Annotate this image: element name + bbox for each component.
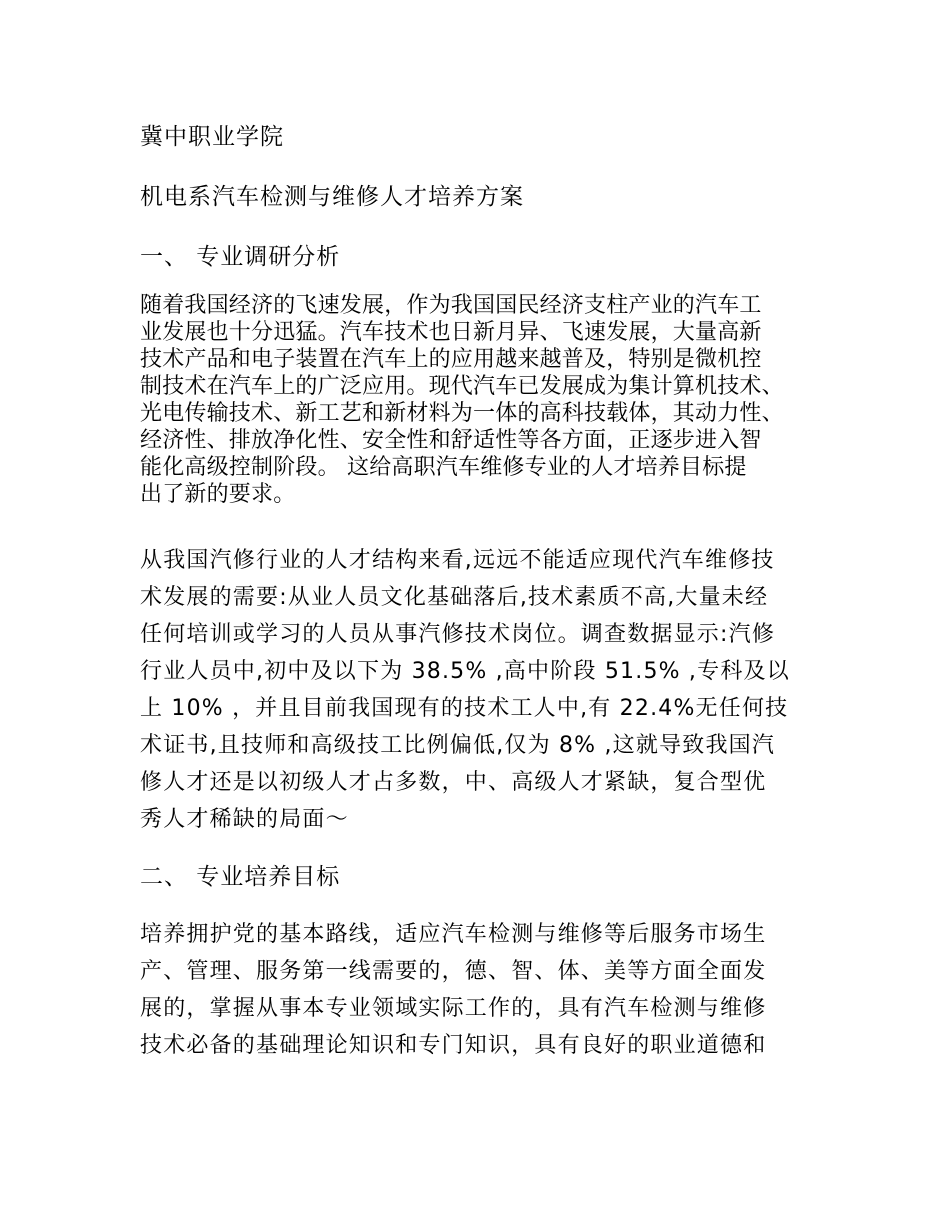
paragraph-line: 展的，掌握从事本专业领域实际工作的，具有汽车检测与维修 xyxy=(140,996,767,1021)
paragraph-line: 行业人员中,初中及以下为 38.5% ,高中阶段 51.5% ,专科及以 xyxy=(140,659,790,684)
paragraph-line: 随着我国经济的飞速发展，作为我国国民经济支柱产业的汽车工 xyxy=(140,293,762,318)
paragraph-line: 从我国汽修行业的人才结构来看,远远不能适应现代汽车维修技 xyxy=(140,548,775,573)
paragraph-line: 业发展也十分迅猛。汽车技术也日新月异、飞速发展，大量高新 xyxy=(140,320,762,345)
paragraph-line: 术发展的需要:从业人员文化基础落后,技术素质不高,大量未经 xyxy=(140,585,769,610)
paragraph-line: 上 10% ，并且目前我国现有的技术工人中,有 22.4%无任何技 xyxy=(140,696,789,721)
paragraph-line: 经济性、排放净化性、安全性和舒适性等各方面，正逐步进入智 xyxy=(140,428,762,453)
paragraph-line: 任何培训或学习的人员从事汽修技术岗位。调查数据显示:汽修 xyxy=(140,622,776,647)
paragraph-line: 技术必备的基础理论知识和专门知识，具有良好的职业道德和 xyxy=(140,1033,767,1058)
document-title: 机电系汽车检测与维修人才培养方案 xyxy=(140,184,524,210)
paragraph-line: 光电传输技术、新工艺和新材料为一体的高科技载体，其动力性、 xyxy=(140,401,784,426)
paragraph-line: 制技术在汽车上的广泛应用。现代汽车已发展成为集计算机技术、 xyxy=(140,374,784,399)
paragraph-line: 修人才还是以初级人才占多数，中、高级人才紧缺，复合型优 xyxy=(140,770,767,795)
school-name: 冀中职业学院 xyxy=(140,124,284,150)
paragraph-line: 秀人才稀缺的局面～ xyxy=(140,807,349,832)
paragraph-line: 产、管理、服务第一线需要的，德、智、体、美等方面全面发 xyxy=(140,959,767,984)
paragraph-line: 出了新的要求。 xyxy=(140,482,296,507)
section-1-heading: 一、 专业调研分析 xyxy=(140,244,341,270)
paragraph-line: 术证书,且技师和高级技工比例偏低,仅为 8% ,这就导致我国汽 xyxy=(140,733,776,758)
section-2-heading: 二、 专业培养目标 xyxy=(140,864,341,890)
paragraph-line: 能化高级控制阶段。 这给高职汽车维修专业的人才培养目标提 xyxy=(140,455,747,480)
paragraph-line: 技术产品和电子装置在汽车上的应用越来越普及，特别是微机控 xyxy=(140,347,762,372)
paragraph-line: 培养拥护党的基本路线，适应汽车检测与维修等后服务市场生 xyxy=(140,922,767,947)
